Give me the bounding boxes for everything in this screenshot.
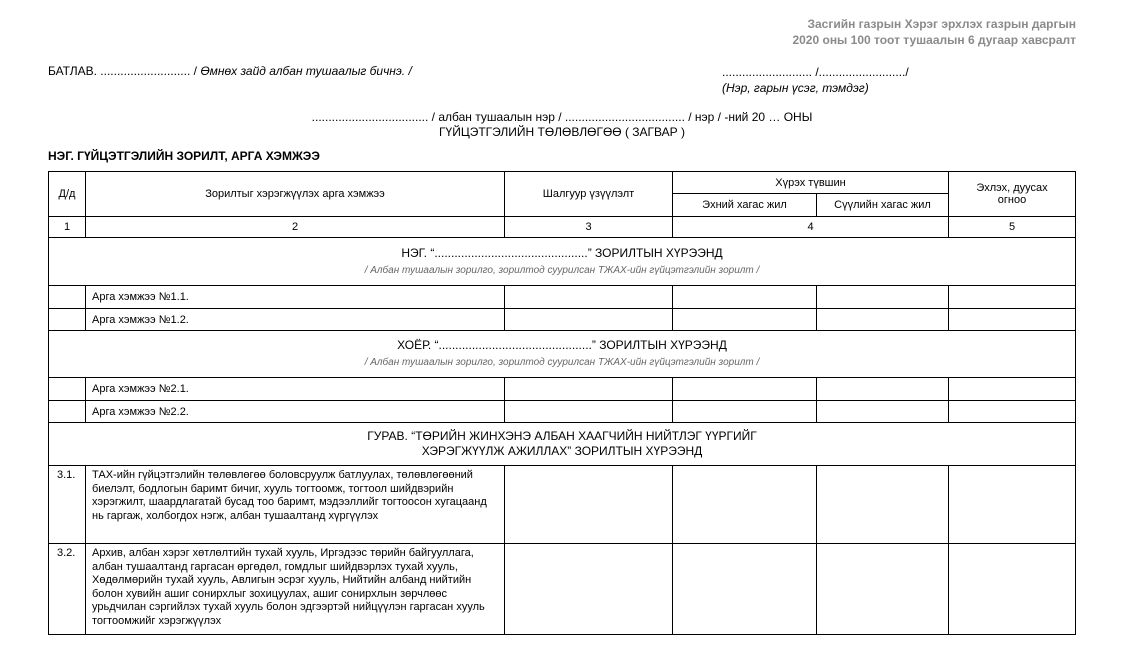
table-row bbox=[49, 309, 1076, 331]
header-period: Эхлэх, дуусах огноо bbox=[949, 172, 1076, 217]
col-number-5: 5 bbox=[949, 217, 1076, 238]
measure-2-1: Арга хэмжээ №2.1. bbox=[86, 378, 505, 401]
measure-3-1-text: ТАХ-ийн гүйцэтгэлийн төлөвлөгөө боловсруулж батлуулах, төлөвлөгөөний биелэлт, бодлогын баримт бичиг, хууль тогтоомж, тогтоол шийдвэрийн хэрэгжилт, шаардлагатай бусад тоо баримт, мэдээллийг тогтоосон хугацаанд нь гаргаж, холбогдох нэгж, албан тушаалтанд хүргүүлэх bbox=[86, 466, 505, 544]
goal-2-title: ХОЁР. “..............................................” ЗОРИЛТЫН ХҮРЭЭНД bbox=[397, 338, 727, 352]
goal-3-title-line-1: ГУРАВ. “ТӨРИЙН ЖИНХЭНЭ АЛБАН ХААГЧИЙН НИЙТЛЭГ ҮҮРГИЙГ bbox=[367, 429, 757, 443]
signature-hint: (Нэр, гарын үсэг, тэмдэг) bbox=[722, 81, 869, 95]
annex-line-1: Засгийн газрын Хэрэг эрхлэх газрын даргын bbox=[807, 17, 1076, 31]
org-position-line: ................................... / албан тушаалын нэр / .................................... / нэр / -ний 20 … ОНЫ bbox=[311, 110, 813, 124]
row-number-3-2: 3.2. bbox=[49, 544, 86, 635]
goal-1-subtitle: / Албан тушаалын зорилго, зорилтод суурилсан ТЖАХ-ийн гүйцэтгэлийн зорилт / bbox=[364, 264, 760, 276]
annex-reference bbox=[792, 16, 1076, 48]
approval-hint: Өмнөх зайд албан тушаалыг бичнэ. / bbox=[196, 64, 412, 78]
measure-1-1: Арга хэмжээ №1.1. bbox=[86, 286, 505, 309]
annex-line-2: 2020 оны 100 тоот тушаалын 6 дугаар хавсралт bbox=[792, 33, 1076, 47]
goal-2-header bbox=[49, 331, 1076, 378]
col-number-3: 3 bbox=[505, 217, 673, 238]
header-second-half: Сүүлийн хагас жил bbox=[817, 194, 949, 217]
approval-block-right bbox=[722, 64, 909, 96]
approval-label: БАТЛАВ. ........................... / bbox=[48, 64, 197, 78]
goal-3-header bbox=[49, 423, 1076, 466]
goal-2-subtitle: / Албан тушаалын зорилго, зорилтод суурилсан ТЖАХ-ийн гүйцэтгэлийн зорилт / bbox=[364, 357, 760, 368]
table-row bbox=[49, 286, 1076, 309]
measure-1-2: Арга хэмжээ №1.2. bbox=[86, 309, 505, 331]
row-number-3-1: 3.1. bbox=[49, 466, 86, 544]
col-number-2: 2 bbox=[86, 217, 505, 238]
approval-block-left bbox=[48, 64, 412, 78]
section-heading: НЭГ. ГҮЙЦЭТГЭЛИЙН ЗОРИЛТ, АРГА ХЭМЖЭЭ bbox=[48, 149, 320, 163]
signature-line: ........................... /........................../ bbox=[722, 65, 909, 79]
goal-3-title-line-2: ХЭРЭГЖҮҮЛЖ АЖИЛЛАХ” ЗОРИЛТЫН ХҮРЭЭНД bbox=[421, 444, 703, 458]
header-first-half: Эхний хагас жил bbox=[673, 194, 817, 217]
col-number-1: 1 bbox=[49, 217, 86, 238]
table-row bbox=[49, 401, 1076, 423]
table-row bbox=[49, 466, 1076, 544]
col-number-4: 4 bbox=[673, 217, 949, 238]
goal-1-header bbox=[49, 238, 1076, 286]
header-no: Д/д bbox=[49, 172, 86, 217]
plan-title: ГҮЙЦЭТГЭЛИЙН ТӨЛӨВЛӨГӨӨ ( ЗАГВАР ) bbox=[439, 125, 685, 139]
header-measures: Зорилтыг хэрэгжүүлэх арга хэмжээ bbox=[86, 172, 505, 217]
performance-plan-table bbox=[48, 171, 1076, 635]
table-row bbox=[49, 544, 1076, 635]
measure-2-2: Арга хэмжээ №2.2. bbox=[86, 401, 505, 423]
header-level: Хүрэх түвшин bbox=[673, 172, 949, 194]
table-row bbox=[49, 378, 1076, 401]
measure-3-2-text: Архив, албан хэрэг хөтлөлтийн тухай хууль, Иргэдээс төрийн байгууллага, албан тушаалтанд гаргасан өргөдөл, гомдлыг шийдвэрлэх тухай хууль, Хөдөлмөрийн тухай хууль, Авлигын эсрэг хууль, Нийтийн албанд нийтийн болон хувийн ашиг сонирхлыг зохицуулах, ашиг сонирхлын зөрчлөөс урьдчилан сэргийлэх тухай хууль болон эдгээртэй нийцүүлэн гаргасан хууль тогтоомжийг хэрэгжүүлэх bbox=[86, 544, 505, 635]
goal-1-title: НЭГ. “..............................................” ЗОРИЛТЫН ХҮРЭЭНД bbox=[401, 245, 723, 260]
header-criteria: Шалгуур үзүүлэлт bbox=[505, 172, 673, 217]
